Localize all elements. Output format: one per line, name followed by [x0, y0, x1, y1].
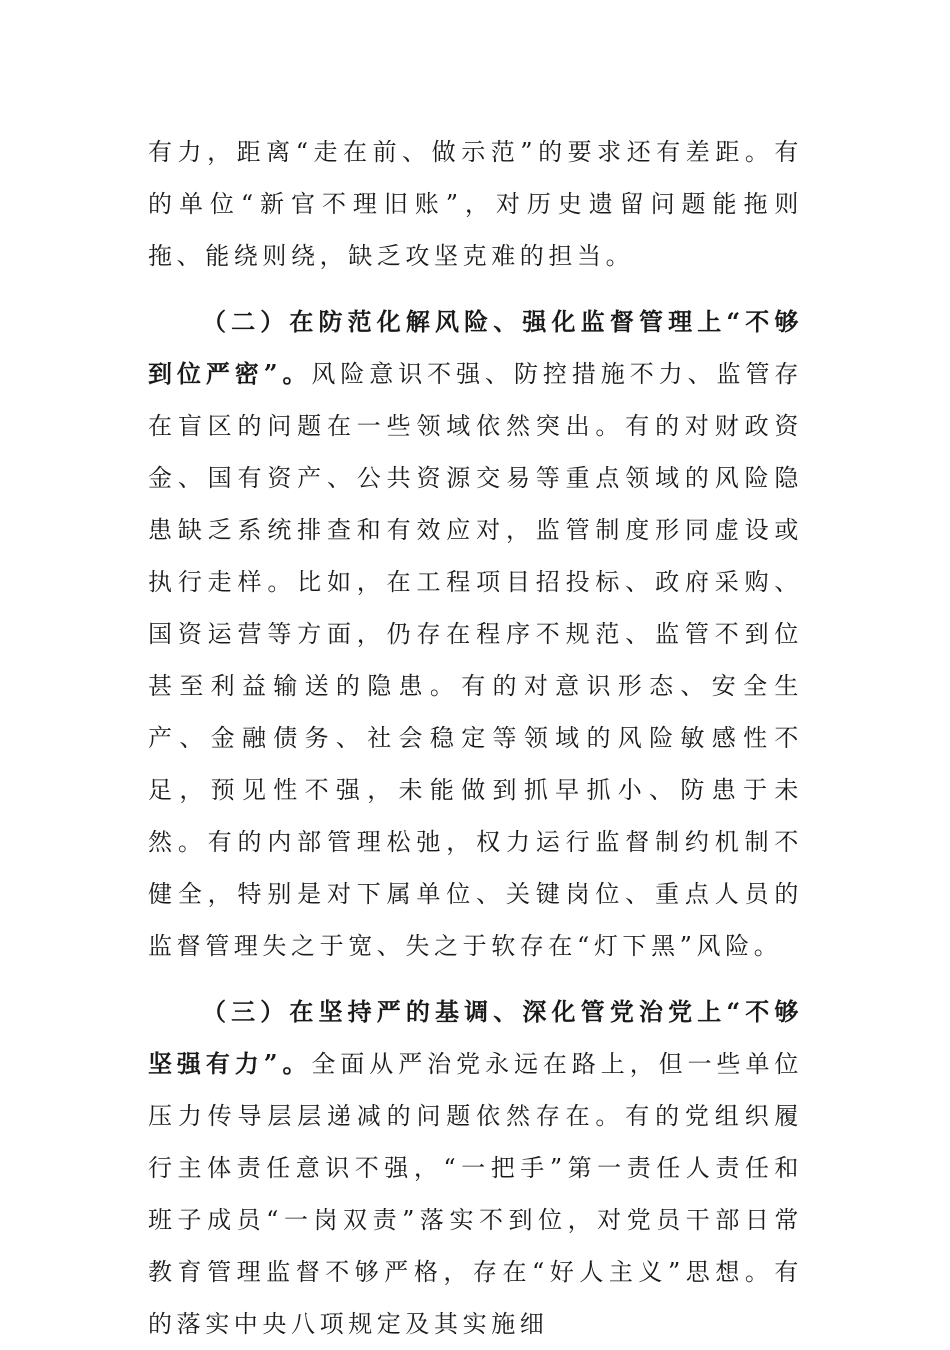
document-page: [148, 126, 803, 1350]
paragraph-gap: [148, 972, 803, 986]
paragraph-gap: [148, 282, 803, 296]
paragraph-continuation: [148, 126, 803, 282]
section-3-heading: （三）在坚持严的基调、深化管党治党上“不够坚强有力”。: [148, 997, 803, 1078]
section-2-heading: （二）在防范化解风险、强化监督管理上“不够到位严密”。: [148, 307, 803, 388]
section-3-text: 全面从严治党永远在路上，但一些单位压力传导层层递减的问题依然存在。有的党组织履行主体责任意识不强，“一把手”第一责任人责任和班子成员“一岗双责”落实不到位，对党员干部日常教育管理监督不够严格，存在“好人主义”思想。有的落实中央八项规定及其实施细: [148, 1050, 803, 1338]
paragraph-section-2: [148, 296, 803, 972]
paragraph-section-3: [148, 986, 803, 1350]
section-2-text: 风险意识不强、防控措施不力、监管存在盲区的问题在一些领域依然突出。有的对财政资金、国有资产、公共资源交易等重点领域的风险隐患缺乏系统排查和有效应对，监管制度形同虚设或执行走样。比如，在工程项目招投标、政府采购、国资运营等方面，仍存在程序不规范、监管不到位甚至利益输送的隐患。有的对意识形态、安全生产、金融债务、社会稳定等领域的风险敏感性不足，预见性不强，未能做到抓早抓小、防患于未然。有的内部管理松弛，权力运行监督制约机制不健全，特别是对下属单位、关键岗位、重点人员的监督管理失之于宽、失之于软存在“灯下黑”风险。: [148, 360, 803, 960]
paragraph-1-text: 有力，距离“走在前、做示范”的要求还有差距。有的单位“新官不理旧账”，对历史遗留问题能拖则拖、能绕则绕，缺乏攻坚克难的担当。: [148, 138, 803, 270]
